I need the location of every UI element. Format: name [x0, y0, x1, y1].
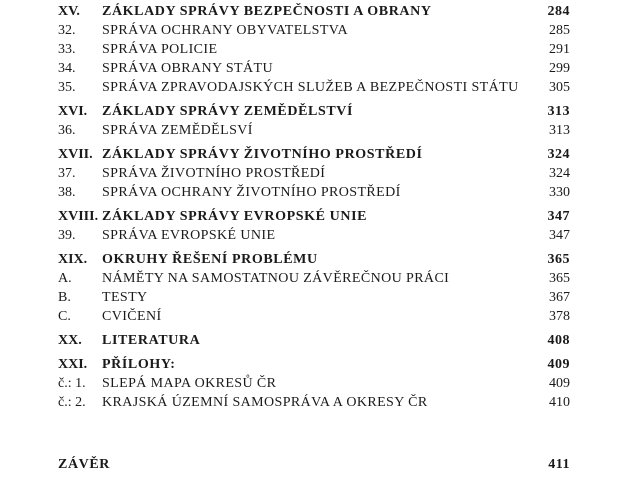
toc-item[interactable] [58, 307, 570, 326]
toc-item[interactable] [58, 269, 570, 288]
table-of-contents [58, 2, 570, 474]
item-page: 291 [549, 42, 570, 57]
item-title: SPRÁVA ZEMĚDĚLSVÍ [102, 123, 253, 138]
chapter-title: ZÁKLADY SPRÁVY ŽIVOTNÍHO PROSTŘEDÍ [102, 147, 423, 162]
item-page: 285 [549, 23, 570, 38]
chapter-number: XV. [58, 4, 80, 19]
item-title: KRAJSKÁ ÚZEMNÍ SAMOSPRÁVA A OKRESY ČR [102, 395, 428, 410]
item-page: 330 [549, 185, 570, 200]
item-page: 305 [549, 80, 570, 95]
chapter-title: LITERATURA [102, 333, 201, 348]
chapter-number: XXI. [58, 357, 88, 372]
chapter-number: XVIII. [58, 209, 99, 224]
item-number: č.: 2. [58, 395, 86, 410]
toc-section-xvii [58, 145, 570, 202]
toc-item[interactable] [58, 164, 570, 183]
toc-item[interactable] [58, 226, 570, 245]
chapter-title: ZÁKLADY SPRÁVY BEZPEČNOSTI A OBRANY [102, 4, 432, 19]
item-page: 299 [549, 61, 570, 76]
chapter-page: 284 [547, 4, 570, 19]
chapter-title: PŘÍLOHY: [102, 357, 176, 372]
item-page: 324 [549, 166, 570, 181]
toc-item[interactable] [58, 78, 570, 97]
toc-section-xxi [58, 355, 570, 412]
item-page: 378 [549, 309, 570, 324]
toc-chapter[interactable] [58, 145, 570, 164]
item-title: SLEPÁ MAPA OKRESŮ ČR [102, 376, 277, 391]
item-number: B. [58, 290, 71, 305]
item-page: 367 [549, 290, 570, 305]
chapter-title: ZÁKLADY SPRÁVY ZEMĚDĚLSTVÍ [102, 104, 354, 119]
item-page: 313 [549, 123, 570, 138]
chapter-number: XVII. [58, 147, 93, 162]
item-page: 409 [549, 376, 570, 391]
item-number: 39. [58, 228, 76, 243]
toc-item[interactable] [58, 21, 570, 40]
item-number: 37. [58, 166, 76, 181]
chapter-page: 313 [547, 104, 570, 119]
item-title: SPRÁVA OBRANY STÁTU [102, 61, 273, 76]
chapter-page: 324 [547, 147, 570, 162]
item-title: TESTY [102, 290, 148, 305]
toc-item[interactable] [58, 59, 570, 78]
toc-section-xviii [58, 207, 570, 245]
chapter-title: ZÁKLADY SPRÁVY EVROPSKÉ UNIE [102, 209, 368, 224]
item-title: NÁMĚTY NA SAMOSTATNOU ZÁVĚREČNOU PRÁCI [102, 271, 450, 286]
chapter-page: 365 [547, 252, 570, 267]
toc-item[interactable] [58, 393, 570, 412]
item-title: SPRÁVA ŽIVOTNÍHO PROSTŘEDÍ [102, 166, 326, 181]
toc-section-xx [58, 331, 570, 350]
chapter-page: 409 [547, 357, 570, 372]
toc-item[interactable] [58, 40, 570, 59]
toc-chapter[interactable] [58, 2, 570, 21]
toc-item[interactable] [58, 374, 570, 393]
toc-item[interactable] [58, 121, 570, 140]
section-spacer [58, 417, 570, 455]
chapter-page: 347 [547, 209, 570, 224]
item-number: 35. [58, 80, 76, 95]
chapter-number: XIX. [58, 252, 88, 267]
toc-item[interactable] [58, 288, 570, 307]
item-title: SPRÁVA OCHRANY ŽIVOTNÍHO PROSTŘEDÍ [102, 185, 401, 200]
item-title: CVIČENÍ [102, 309, 162, 324]
toc-section-xix [58, 250, 570, 326]
conclusion-page: 411 [548, 457, 570, 472]
toc-item[interactable] [58, 183, 570, 202]
toc-section-xvi [58, 102, 570, 140]
item-number: A. [58, 271, 72, 286]
chapter-title: OKRUHY ŘEŠENÍ PROBLÉMU [102, 252, 318, 267]
item-title: SPRÁVA EVROPSKÉ UNIE [102, 228, 276, 243]
item-title: SPRÁVA POLICIE [102, 42, 218, 57]
chapter-number: XX. [58, 333, 82, 348]
item-number: 32. [58, 23, 76, 38]
item-number: 38. [58, 185, 76, 200]
item-number: C. [58, 309, 71, 324]
chapter-page: 408 [547, 333, 570, 348]
item-number: 33. [58, 42, 76, 57]
chapter-number: XVI. [58, 104, 88, 119]
item-number: 36. [58, 123, 76, 138]
toc-chapter[interactable] [58, 250, 570, 269]
toc-section-xv [58, 2, 570, 97]
toc-conclusion[interactable] [58, 455, 570, 474]
item-title: SPRÁVA ZPRAVODAJSKÝCH SLUŽEB A BEZPEČNOSTI STÁTU [102, 80, 519, 95]
toc-chapter[interactable] [58, 102, 570, 121]
item-page: 410 [549, 395, 570, 410]
conclusion-title: ZÁVĚR [58, 457, 111, 472]
toc-chapter[interactable] [58, 331, 570, 350]
item-page: 365 [549, 271, 570, 286]
toc-chapter[interactable] [58, 207, 570, 226]
item-page: 347 [549, 228, 570, 243]
item-number: 34. [58, 61, 76, 76]
item-number: č.: 1. [58, 376, 86, 391]
item-title: SPRÁVA OCHRANY OBYVATELSTVA [102, 23, 349, 38]
toc-chapter[interactable] [58, 355, 570, 374]
